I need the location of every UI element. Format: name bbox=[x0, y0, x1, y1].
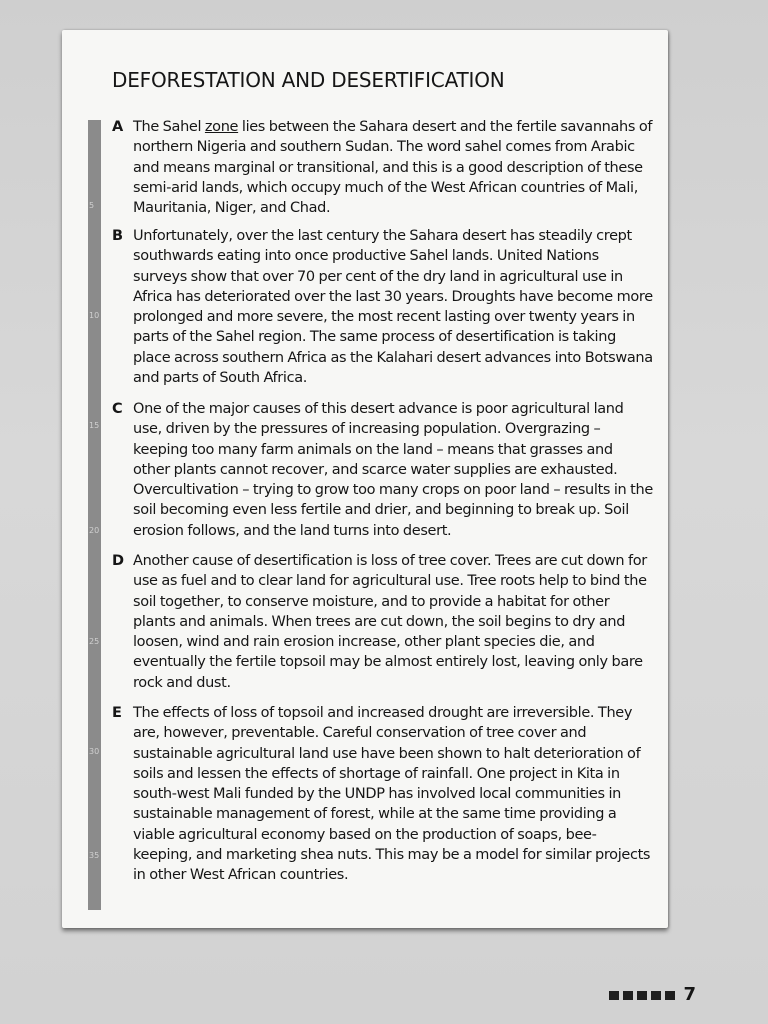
line-number-15: 15 bbox=[89, 421, 100, 430]
page-title: DEFORESTATION AND DESERTIFICATION bbox=[112, 68, 505, 92]
paragraph-text-start: The Sahel bbox=[133, 119, 205, 135]
footer-marker-square bbox=[609, 991, 619, 1000]
line-number-bar bbox=[88, 120, 101, 910]
line-number-20: 20 bbox=[89, 526, 100, 535]
paragraph-text: Unfortunately, over the last century the Sahara desert has steadily crept southwards eating into once productive Sahel lands. United Nations surveys show that over 70 per cent of the dry land in agricultural use in Africa has deteriorated over the last 30 years. Droughts have become more prolonged and more severe, the most recent lasting over twenty years in parts of the Sahel region. The same process of desertification is taking place across southern Africa as the Kalahari desert advances into Botswana and parts of South Africa. bbox=[133, 228, 653, 387]
line-number-35: 35 bbox=[89, 851, 100, 860]
paragraph-letter: A bbox=[112, 119, 124, 135]
paragraph-letter: E bbox=[112, 705, 122, 721]
line-number-10: 10 bbox=[89, 311, 100, 320]
line-number-25: 25 bbox=[89, 637, 100, 646]
line-number-5: 5 bbox=[89, 201, 95, 210]
page-footer bbox=[609, 985, 696, 1005]
paragraph-text bbox=[133, 117, 653, 218]
footer-marker-square bbox=[637, 991, 647, 1000]
footer-marker-square bbox=[665, 991, 675, 1000]
paragraph-text: Another cause of desertification is loss of tree cover. Trees are cut down for use as fuel and to clear land for agricultural use. Tree roots help to bind the soil together, to conserve moisture, and to provide a habitat for other plants and animals. When trees are cut down, the soil begins to dry and loosen, wind and rain erosion increase, other plant species die, and eventually the fertile topsoil may be almost entirely lost, leaving only bare rock and dust. bbox=[133, 553, 647, 691]
paragraph-text-rest: lies between the Sahara desert and the fertile savannahs of northern Nigeria and southern Sudan. The word sahel comes from Arabic and means marginal or transitional, and this is a good description of these semi-arid lands, which occupy much of the West African countries of Mali, Mauritania, Niger, and Chad. bbox=[133, 119, 653, 217]
underlined-word: zone bbox=[204, 119, 239, 135]
paragraph-letter: D bbox=[112, 553, 125, 569]
paragraph-text: The effects of loss of topsoil and increased drought are irreversible. They are, however, preventable. Careful conservation of tree cover and sustainable agricultural land use have been shown to halt deterioration of soils and lessen the effects of shortage of rainfall. One project in Kita in south-west Mali funded by the UNDP has involved local communities in sustainable management of forest, while at the same time providing a viable agricultural economy based on the production of soaps, bee-keeping, and marketing shea nuts. This may be a model for similar projects in other West African countries. bbox=[133, 705, 651, 884]
page-number: 7 bbox=[683, 984, 696, 1005]
paragraph-text: One of the major causes of this desert advance is poor agricultural land use, driven by the pressures of increasing population. Overgrazing – keeping too many farm animals on the land – means that grasses and other plants cannot recover, and scarce water supplies are exhausted. Overcultivation – trying to grow too many crops on poor land – results in the soil becoming even less fertile and drier, and beginning to break up. Soil erosion follows, and the land turns into desert. bbox=[133, 401, 653, 539]
footer-marker-square bbox=[651, 991, 661, 1000]
paragraph-letter: B bbox=[112, 228, 124, 244]
page-sheet bbox=[62, 30, 668, 928]
footer-marker-square bbox=[623, 991, 633, 1000]
paragraph-letter: C bbox=[112, 401, 123, 417]
line-number-30: 30 bbox=[89, 747, 100, 756]
